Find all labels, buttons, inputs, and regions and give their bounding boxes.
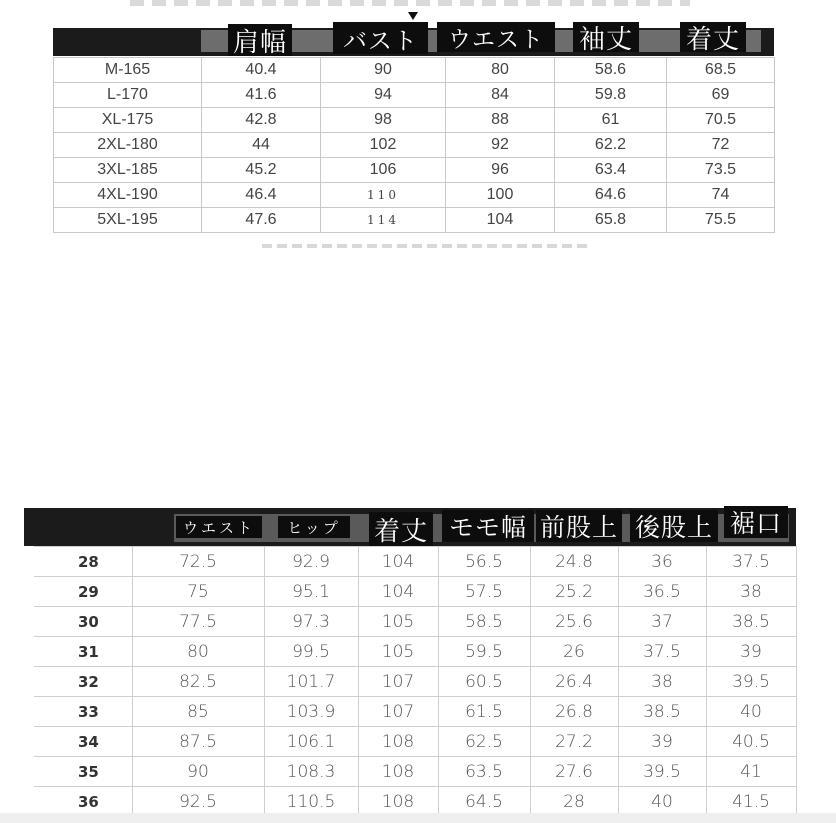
cell: 62.2 — [555, 133, 667, 158]
cell: 40.5 — [706, 727, 796, 757]
cell: 104 — [358, 547, 438, 577]
cell: 92 — [446, 133, 555, 158]
cell: 69 — [667, 83, 775, 108]
cell: 61.5 — [438, 697, 530, 727]
cell: XL-175 — [54, 108, 202, 133]
cell: 80 — [132, 637, 264, 667]
cell: 107 — [358, 667, 438, 697]
size-cell: 33 — [34, 697, 132, 727]
cell: 36 — [618, 547, 706, 577]
cell: 98 — [321, 108, 446, 133]
table-row — [34, 607, 796, 637]
cell: 63.5 — [438, 757, 530, 787]
table-row — [34, 667, 796, 697]
size-cell: 31 — [34, 637, 132, 667]
cell: 95.1 — [264, 577, 358, 607]
table1-header-waist: ウエスト — [437, 22, 555, 52]
table2-header — [24, 508, 796, 546]
table-row — [34, 697, 796, 727]
cell: 105 — [358, 637, 438, 667]
cell: M-165 — [54, 58, 202, 83]
cell: 41.6 — [202, 83, 321, 108]
cell: 44 — [202, 133, 321, 158]
cell: 64.5 — [438, 787, 530, 817]
cell: 5XL-195 — [54, 208, 202, 233]
cell: 45.2 — [202, 158, 321, 183]
cell: 65.8 — [555, 208, 667, 233]
cell: 90 — [132, 757, 264, 787]
cell: 4XL-190 — [54, 183, 202, 208]
bottom-edge-strip — [0, 813, 836, 823]
cell: 28 — [530, 787, 618, 817]
cell: 38.5 — [706, 607, 796, 637]
table-row — [34, 757, 796, 787]
table1-header-sleeve: 袖丈 — [573, 22, 639, 52]
cell: 37 — [618, 607, 706, 637]
table1-caption-remnant — [262, 244, 592, 248]
cell: 40 — [706, 697, 796, 727]
cell: 108 — [358, 727, 438, 757]
table-row — [34, 547, 796, 577]
cell: 92.9 — [264, 547, 358, 577]
cell: 110.5 — [264, 787, 358, 817]
cell: 72 — [667, 133, 775, 158]
cell: 99.5 — [264, 637, 358, 667]
cell: 2XL-180 — [54, 133, 202, 158]
cell: 26 — [530, 637, 618, 667]
cell: 37.5 — [706, 547, 796, 577]
cell: 25.2 — [530, 577, 618, 607]
cell: 110 — [321, 183, 446, 208]
cell: 87.5 — [132, 727, 264, 757]
cell: 3XL-185 — [54, 158, 202, 183]
cell: 39.5 — [706, 667, 796, 697]
cell: 82.5 — [132, 667, 264, 697]
cell: 96 — [446, 158, 555, 183]
cell: 94 — [321, 83, 446, 108]
cell: 62.5 — [438, 727, 530, 757]
size-cell: 30 — [34, 607, 132, 637]
table-row — [54, 83, 775, 108]
table2-size-chart — [34, 546, 797, 817]
cell: 75 — [132, 577, 264, 607]
cell: 40.4 — [202, 58, 321, 83]
cell: 68.5 — [667, 58, 775, 83]
table2-header-back-rise: 後股上 — [630, 510, 718, 542]
caret-down-icon — [408, 12, 418, 20]
table-row — [34, 637, 796, 667]
cell: 101.7 — [264, 667, 358, 697]
cell: L-170 — [54, 83, 202, 108]
cell: 73.5 — [667, 158, 775, 183]
cell: 59.5 — [438, 637, 530, 667]
table2-header-front-rise: 前股上 — [536, 510, 622, 542]
size-cell: 32 — [34, 667, 132, 697]
cell: 47.6 — [202, 208, 321, 233]
cell: 63.4 — [555, 158, 667, 183]
table-row — [54, 208, 775, 233]
cell: 108 — [358, 787, 438, 817]
table2-header-hip: ヒップ — [278, 516, 350, 538]
table-row — [34, 727, 796, 757]
cell: 40 — [618, 787, 706, 817]
cell: 37.5 — [618, 637, 706, 667]
table-row — [54, 133, 775, 158]
cell: 100 — [446, 183, 555, 208]
top-text-remnant — [130, 0, 690, 6]
cell: 56.5 — [438, 547, 530, 577]
table-row — [54, 58, 775, 83]
cell: 61 — [555, 108, 667, 133]
size-cell: 28 — [34, 547, 132, 577]
cell: 75.5 — [667, 208, 775, 233]
cell: 84 — [446, 83, 555, 108]
cell: 107 — [358, 697, 438, 727]
cell: 104 — [358, 577, 438, 607]
cell: 26.4 — [530, 667, 618, 697]
cell: 104 — [446, 208, 555, 233]
table-row — [34, 577, 796, 607]
size-cell: 36 — [34, 787, 132, 817]
cell: 38.5 — [618, 697, 706, 727]
cell: 25.6 — [530, 607, 618, 637]
cell: 58.6 — [555, 58, 667, 83]
cell: 58.5 — [438, 607, 530, 637]
table1-header — [53, 22, 774, 56]
cell: 90 — [321, 58, 446, 83]
table-row — [54, 183, 775, 208]
cell: 60.5 — [438, 667, 530, 697]
cell: 39 — [618, 727, 706, 757]
cell: 64.6 — [555, 183, 667, 208]
table1-header-length: 着丈 — [680, 22, 746, 52]
cell: 42.8 — [202, 108, 321, 133]
cell: 41 — [706, 757, 796, 787]
cell: 39.5 — [618, 757, 706, 787]
cell: 27.2 — [530, 727, 618, 757]
table2-header-thigh: モモ幅 — [442, 510, 534, 542]
cell: 39 — [706, 637, 796, 667]
cell: 88 — [446, 108, 555, 133]
cell: 92.5 — [132, 787, 264, 817]
cell: 70.5 — [667, 108, 775, 133]
table2-header-length: 着丈 — [369, 512, 433, 546]
cell: 103.9 — [264, 697, 358, 727]
cell: 77.5 — [132, 607, 264, 637]
cell: 105 — [358, 607, 438, 637]
table2-header-hem: 裾口 — [724, 506, 788, 538]
cell: 106.1 — [264, 727, 358, 757]
cell: 46.4 — [202, 183, 321, 208]
cell: 72.5 — [132, 547, 264, 577]
cell: 74 — [667, 183, 775, 208]
table1-size-chart — [53, 57, 775, 233]
cell: 24.8 — [530, 547, 618, 577]
cell: 114 — [321, 208, 446, 233]
cell: 106 — [321, 158, 446, 183]
cell: 108 — [358, 757, 438, 787]
table-row — [34, 787, 796, 817]
table1-header-bust: バスト — [333, 22, 428, 54]
cell: 41.5 — [706, 787, 796, 817]
cell: 108.3 — [264, 757, 358, 787]
cell: 57.5 — [438, 577, 530, 607]
size-cell: 34 — [34, 727, 132, 757]
table2-header-waist: ウエスト — [176, 516, 262, 538]
cell: 102 — [321, 133, 446, 158]
size-cell: 35 — [34, 757, 132, 787]
cell: 80 — [446, 58, 555, 83]
size-cell: 29 — [34, 577, 132, 607]
cell: 59.8 — [555, 83, 667, 108]
cell: 38 — [706, 577, 796, 607]
cell: 36.5 — [618, 577, 706, 607]
cell: 27.6 — [530, 757, 618, 787]
cell: 38 — [618, 667, 706, 697]
table1-header-shoulder: 肩幅 — [228, 24, 292, 56]
cell: 97.3 — [264, 607, 358, 637]
table-row — [54, 108, 775, 133]
cell: 26.8 — [530, 697, 618, 727]
table-row — [54, 158, 775, 183]
cell: 85 — [132, 697, 264, 727]
